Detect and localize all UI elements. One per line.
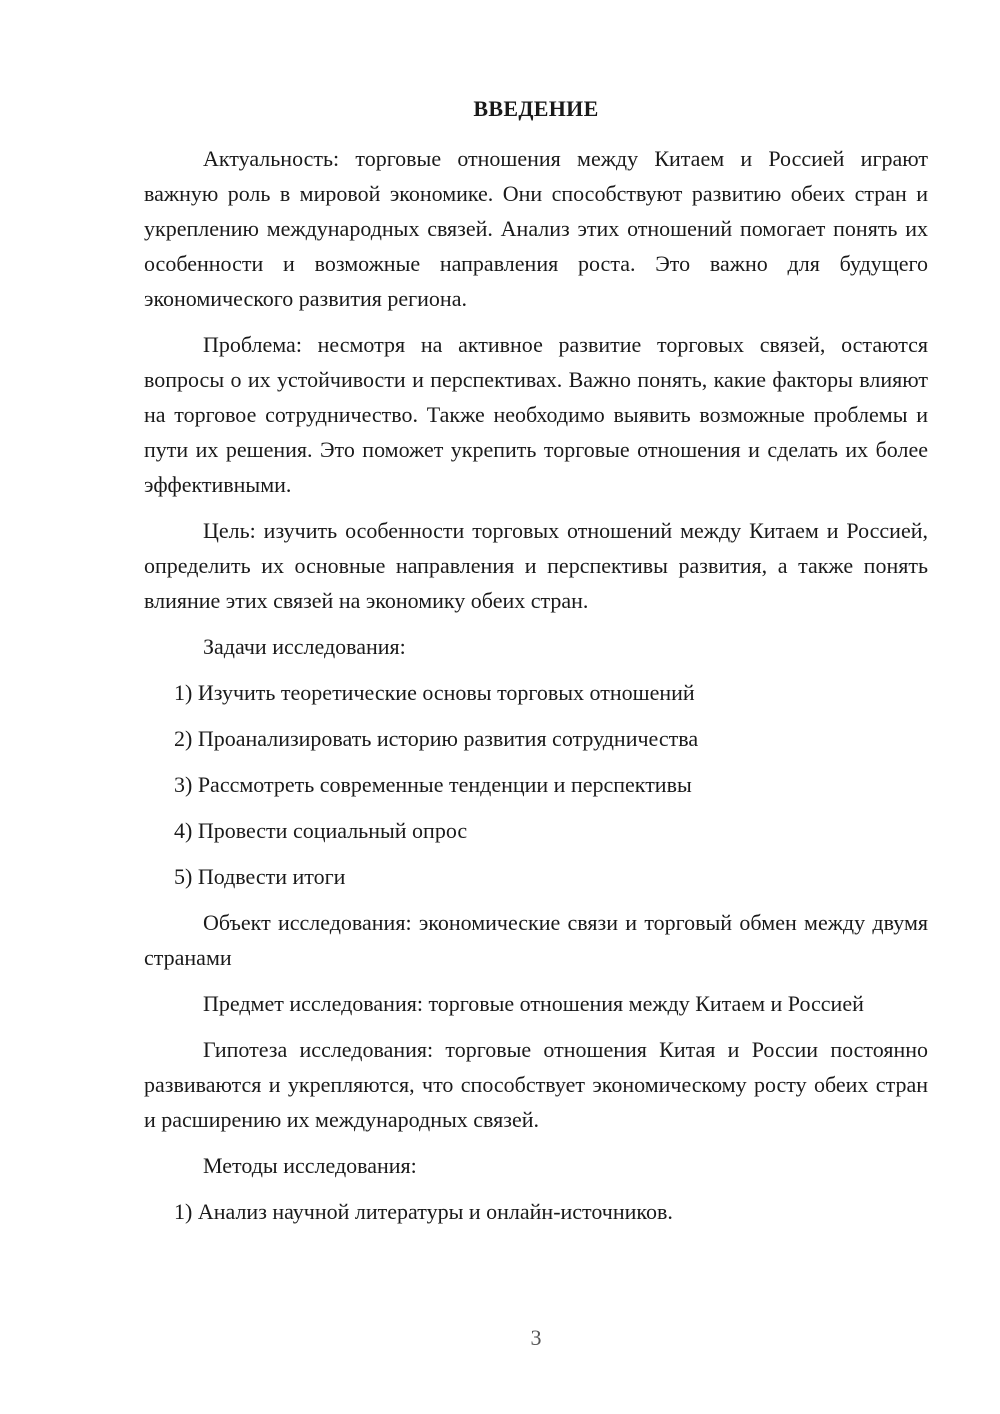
list-item: 1) Изучить теоретические основы торговых отношений <box>174 680 695 705</box>
list-item: 4) Провести социальный опрос <box>174 818 468 843</box>
tasks-heading: Задачи исследования: <box>203 634 406 659</box>
methods-heading: Методы исследования: <box>203 1153 417 1178</box>
goal-paragraph: Цель: изучить особенности торговых отношений между Китаем и Россией, определить их основные направления и перспективы развития, а также понять влияние этих связей на экономику обеих стран. <box>144 518 928 613</box>
methods-list <box>144 1194 928 1229</box>
tasks-list <box>144 675 928 894</box>
list-item: 5) Подвести итоги <box>174 864 346 889</box>
list-item: 1) Анализ научной литературы и онлайн-источников. <box>174 1199 673 1224</box>
problem-paragraph: Проблема: несмотря на активное развитие торговых связей, остаются вопросы о их устойчивости и перспективах. Важно понять, какие факторы влияют на торговое сотрудничество. Также необходимо выявить возможные проблемы и пути их решения. Это поможет укрепить торговые отношения и сделать их более эффективными. <box>144 332 928 497</box>
object-paragraph: Объект исследования: экономические связи и торговый обмен между двумя странами <box>144 910 928 970</box>
page-number: 3 <box>530 1325 542 1350</box>
page-title: ВВЕДЕНИЕ <box>473 96 599 121</box>
list-item: 3) Рассмотреть современные тенденции и перспективы <box>174 772 692 797</box>
hypothesis-paragraph: Гипотеза исследования: торговые отношения Китая и России постоянно развиваются и укрепляются, что способствует экономическому росту обеих стран и расширению их международных связей. <box>144 1037 928 1132</box>
relevance-paragraph: Актуальность: торговые отношения между Китаем и Россией играют важную роль в мировой экономике. Они способствуют развитию обеих стран и укреплению международных связей. Анализ этих отношений помогает понять их особенности и возможные направления роста. Это важно для будущего экономического развития региона. <box>144 146 928 311</box>
subject-paragraph: Предмет исследования: торговые отношения между Китаем и Россией <box>203 991 864 1016</box>
list-item: 2) Проанализировать историю развития сотрудничества <box>174 726 699 751</box>
document-body <box>144 141 928 1240</box>
